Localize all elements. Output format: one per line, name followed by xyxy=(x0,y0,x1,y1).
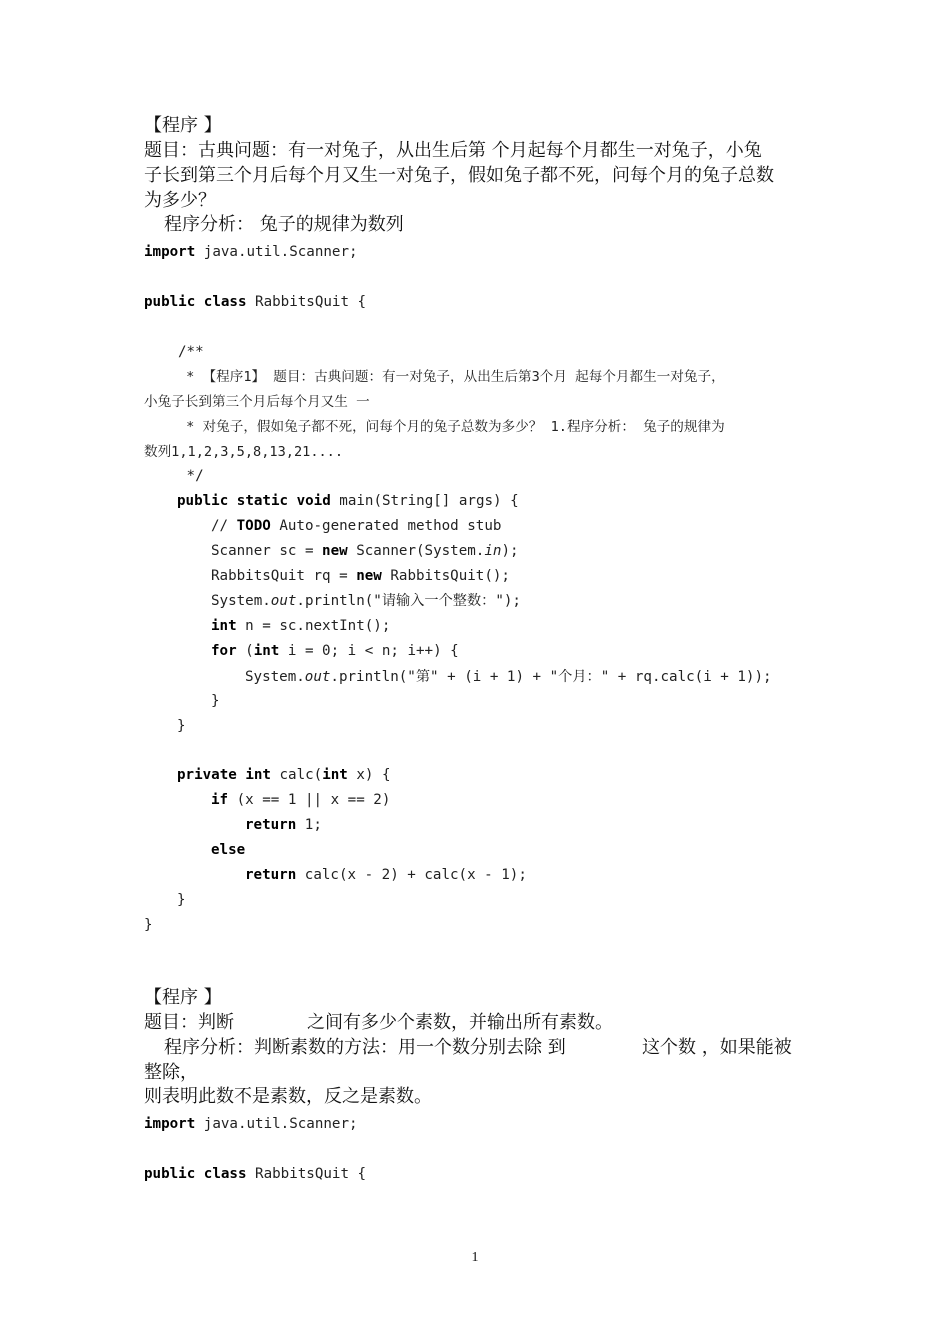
code-line-nextint: int n = sc.nextInt(); xyxy=(211,618,391,634)
section1-heading: 【程序 】 xyxy=(144,115,222,136)
section1-question-line1: 题目：古典问题：有一对兔子，从出生后第 个月起每个月都生一对兔子，小兔 xyxy=(144,140,762,161)
code2-line-class-decl: public class RabbitsQuit { xyxy=(144,1166,367,1182)
section2-question-part1: 题目：判断 xyxy=(144,1012,234,1033)
code-line-for-loop: for (int i = 0; i < n; i++) { xyxy=(211,643,459,659)
page-number: 1 xyxy=(471,1250,479,1265)
section2-heading: 【程序 】 xyxy=(144,987,222,1008)
code-line-todo: // TODO Auto-generated method stub xyxy=(211,518,502,534)
code-line-println-month: System.out.println("第" + (i + 1) + "个月：" + rq.calc(i + 1)); xyxy=(245,669,772,685)
section1-analysis: 程序分析： 兔子的规律为数列 xyxy=(164,214,404,235)
code-line-comment-2: 小兔子长到第三个月后每个月又生 一 xyxy=(144,394,370,410)
section2-analysis-part2: 这个数 ，如果能被 xyxy=(642,1037,792,1058)
code-line-close-main: } xyxy=(177,718,186,734)
code-line-comment-3: * 对兔子，假如兔子都不死，问每个月的兔子总数为多少？ 1.程序分析： 兔子的规律为 xyxy=(178,419,725,435)
code-line-class-decl: public class RabbitsQuit { xyxy=(144,294,367,310)
code-line-import: import java.util.Scanner; xyxy=(144,244,358,260)
code-line-rabbitsquit-new: RabbitsQuit rq = new RabbitsQuit(); xyxy=(211,568,510,584)
code-line-println-prompt: System.out.println("请输入一个整数："); xyxy=(211,593,521,609)
code-line-main-decl: public static void main(String[] args) { xyxy=(177,493,519,509)
code2-line-import: import java.util.Scanner; xyxy=(144,1116,358,1132)
code-line-return-calc: return calc(x - 2) + calc(x - 1); xyxy=(245,867,527,883)
code-line-close-for: } xyxy=(211,693,220,709)
section1-question-line2: 子长到第三个月后每个月又生一对兔子，假如兔子都不死，问每个月的兔子总数 xyxy=(144,165,774,186)
code-line-comment-4: 数列1,1,2,3,5,8,13,21.... xyxy=(144,444,344,460)
code-line-else: else xyxy=(211,842,246,858)
code-line-close-calc: } xyxy=(177,892,186,908)
code-line-comment-1: * 【程序1】 题目：古典问题：有一对兔子，从出生后第3个月 起每个月都生一对兔子， xyxy=(178,369,725,385)
section2-question-part2: 之间有多少个素数，并输出所有素数。 xyxy=(307,1012,613,1033)
code-line-calc-decl: private int calc(int x) { xyxy=(177,767,391,783)
code-line-close-class: } xyxy=(144,917,153,933)
code-line-if: if (x == 1 || x == 2) xyxy=(211,792,391,808)
section2-analysis-part4: 则表明此数不是素数，反之是素数。 xyxy=(144,1086,432,1107)
code-line-scanner: Scanner sc = new Scanner(System.in); xyxy=(211,543,519,559)
section2-analysis-part3: 整除， xyxy=(144,1062,198,1083)
code-line-return-1: return 1; xyxy=(245,817,322,833)
section2-analysis-part1: 程序分析：判断素数的方法：用一个数分别去除 到 xyxy=(164,1037,566,1058)
code-line-comment-open: /** xyxy=(178,344,204,360)
section1-question-line3: 为多少？ xyxy=(144,190,216,211)
code-line-comment-close: */ xyxy=(178,468,204,484)
